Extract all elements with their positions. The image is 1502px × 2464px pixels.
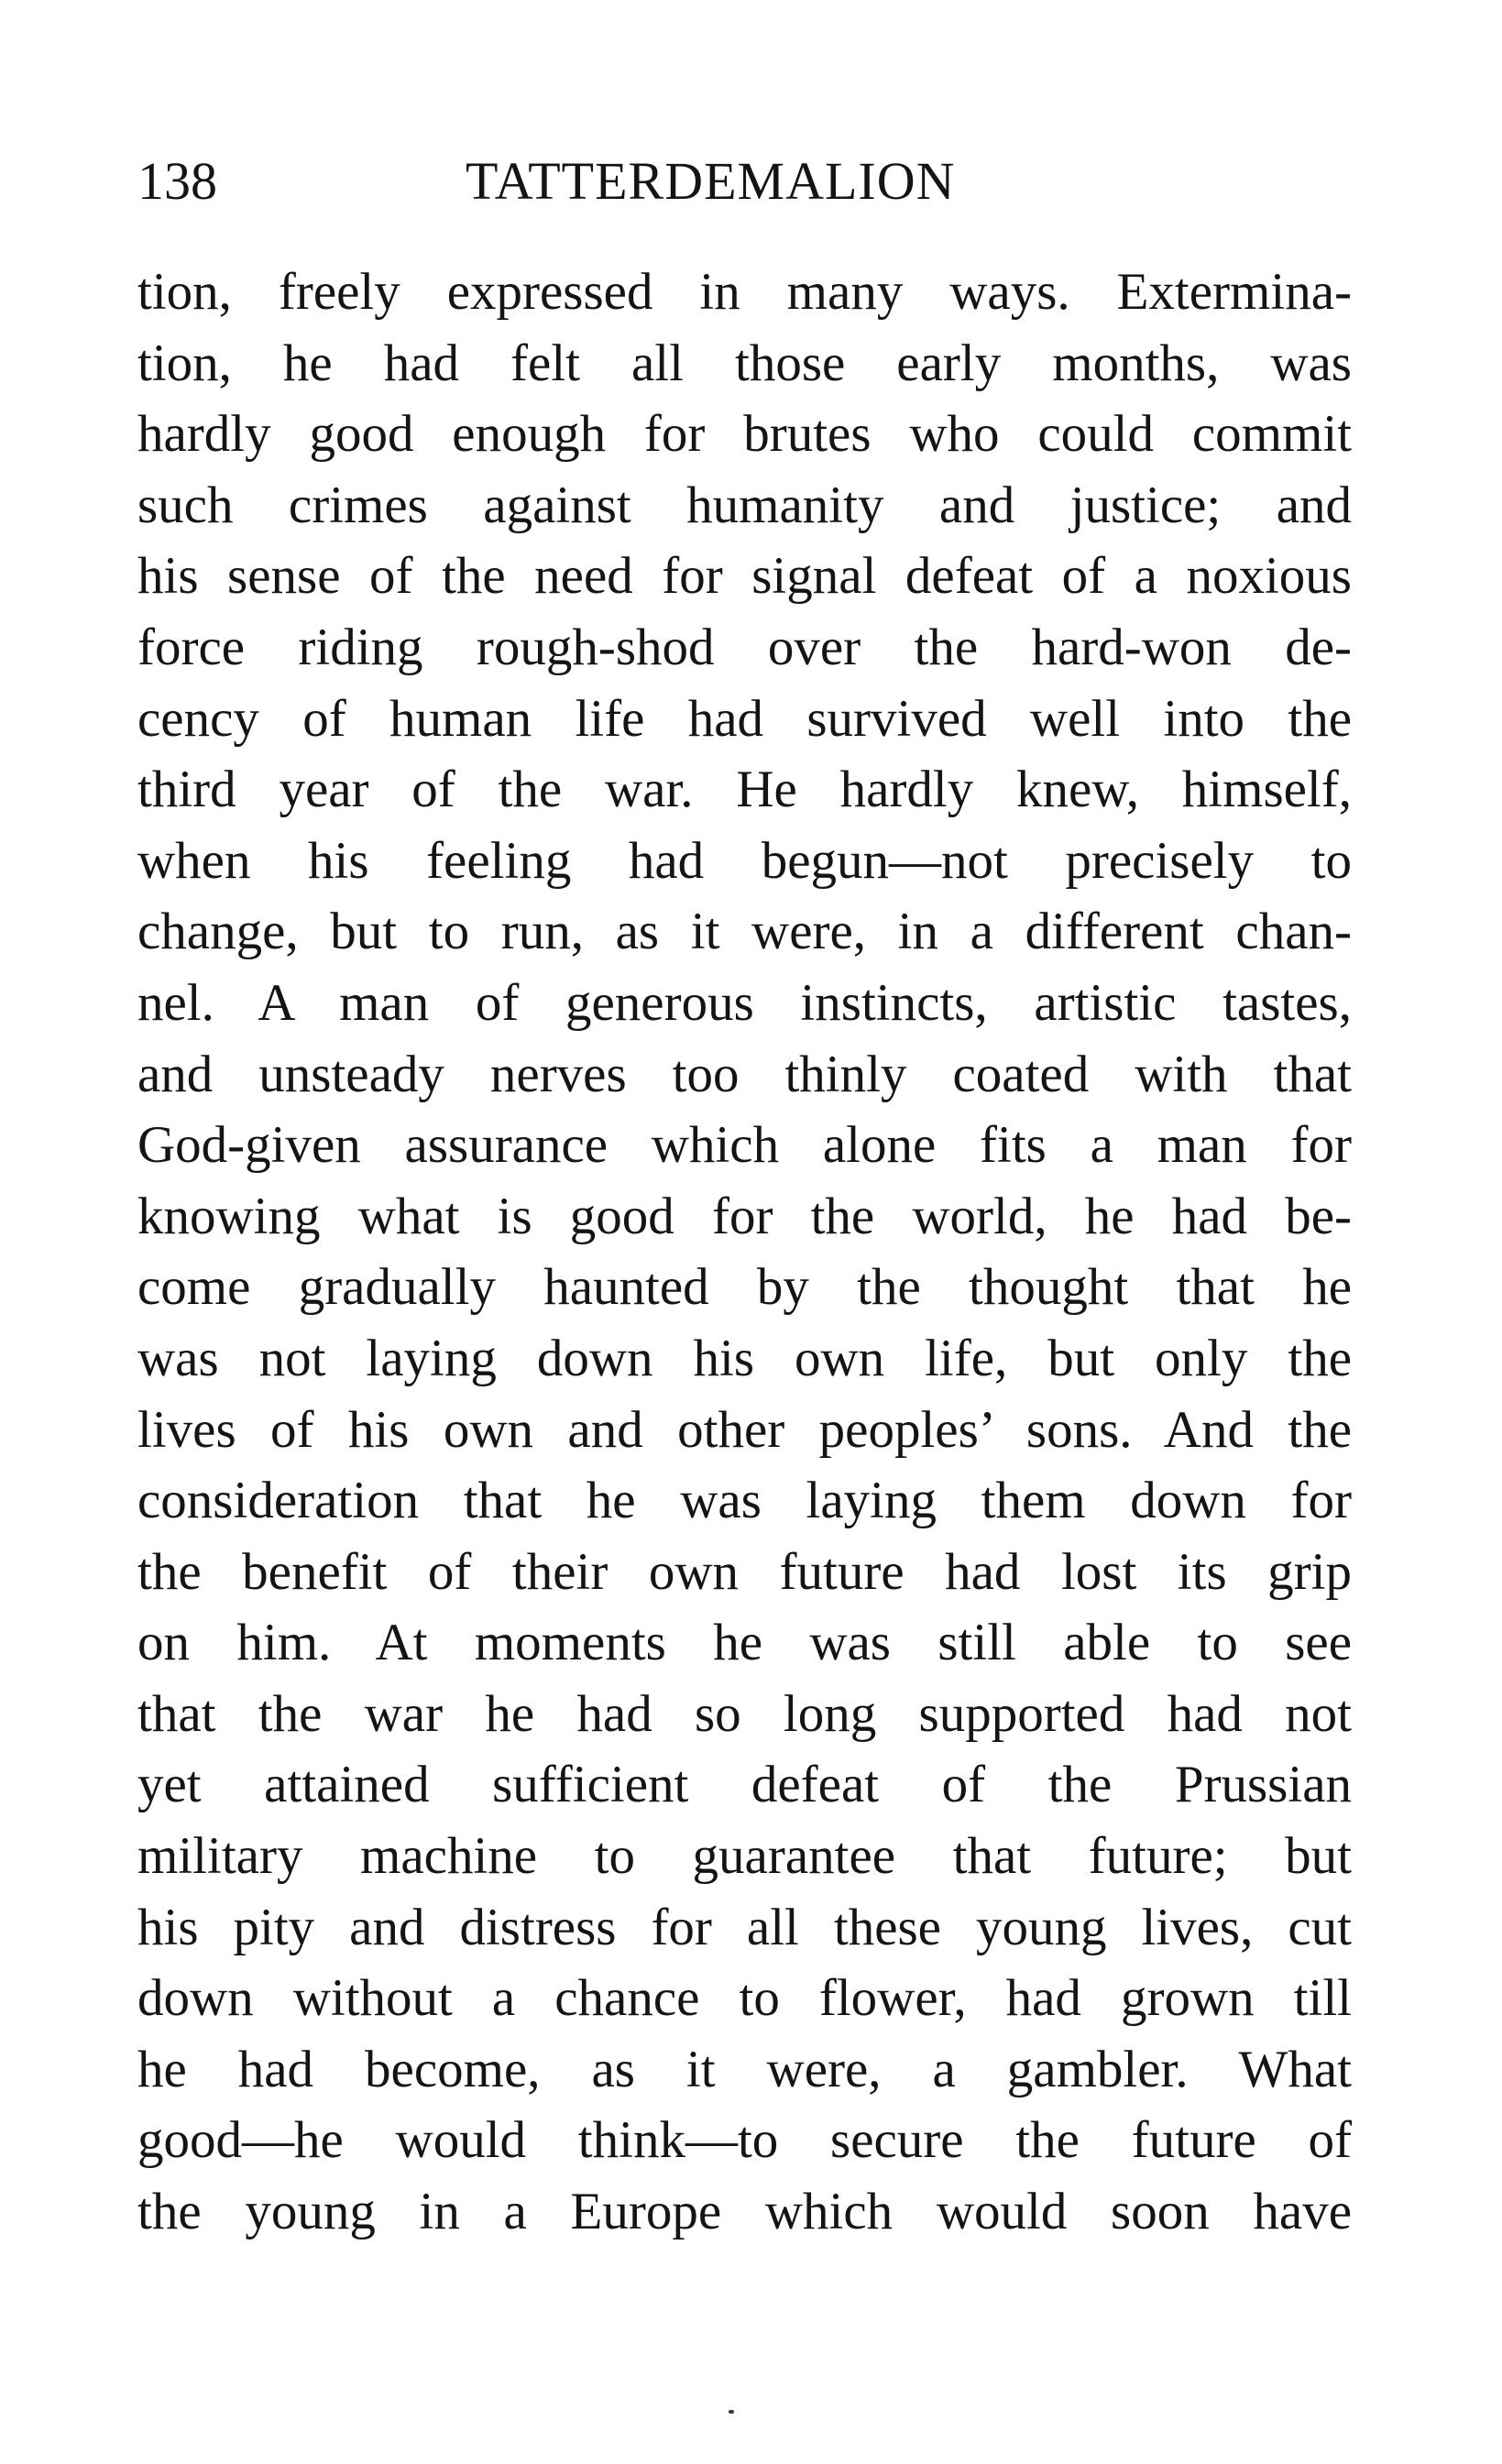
text-line: consideration that he was laying them down for	[137, 1472, 1352, 1530]
text-line: third year of the war. He hardly knew, himself,	[137, 761, 1352, 819]
body-text	[137, 257, 1352, 2248]
text-line: that the war he had so long supported had not	[137, 1684, 1352, 1743]
text-line: yet attained sufficient defeat of the Prussian	[137, 1756, 1352, 1814]
text-line: good—he would think—to secure the future of	[137, 2111, 1352, 2170]
print-speck	[729, 2410, 734, 2414]
text-line: God-given assurance which alone fits a man for	[137, 1116, 1352, 1175]
text-line: his sense of the need for signal defeat of a noxious	[137, 547, 1352, 606]
text-line: nel. A man of generous instincts, artistic tastes,	[137, 973, 1352, 1032]
text-line: and unsteady nerves too thinly coated with that	[137, 1045, 1352, 1103]
text-line: such crimes against humanity and justice; and	[137, 476, 1352, 534]
text-line: was not laying down his own life, but only the	[137, 1329, 1352, 1387]
text-line: on him. At moments he was still able to see	[137, 1614, 1352, 1672]
text-line: military machine to guarantee that future; but	[137, 1827, 1352, 1886]
text-line: his pity and distress for all these young lives, cut	[137, 1898, 1352, 1956]
text-line: he had become, as it were, a gambler. What	[137, 2040, 1352, 2098]
text-line: force riding rough-shod over the hard-won de-	[137, 618, 1352, 676]
text-line: down without a chance to flower, had grown till	[137, 1969, 1352, 2028]
running-head	[137, 145, 1352, 218]
text-line: tion, he had felt all those early months, was	[137, 334, 1352, 392]
text-line: cency of human life had survived well into the	[137, 689, 1352, 748]
text-line: tion, freely expressed in many ways. Extermina-	[137, 263, 1352, 321]
text-line: when his feeling had begun—not precisely to	[137, 831, 1352, 890]
running-title: TATTERDEMALION	[466, 151, 956, 211]
text-line: lives of his own and other peoples’ sons. And the	[137, 1400, 1352, 1459]
text-line: the benefit of their own future had lost its grip	[137, 1542, 1352, 1601]
text-line: hardly good enough for brutes who could commit	[137, 405, 1352, 464]
text-line: change, but to run, as it were, in a different chan-	[137, 903, 1352, 961]
page-number: 138	[137, 151, 217, 211]
text-line: come gradually haunted by the thought that he	[137, 1258, 1352, 1317]
text-line: the young in a Europe which would soon have	[137, 2183, 1352, 2241]
text-line: knowing what is good for the world, he had be-	[137, 1187, 1352, 1245]
